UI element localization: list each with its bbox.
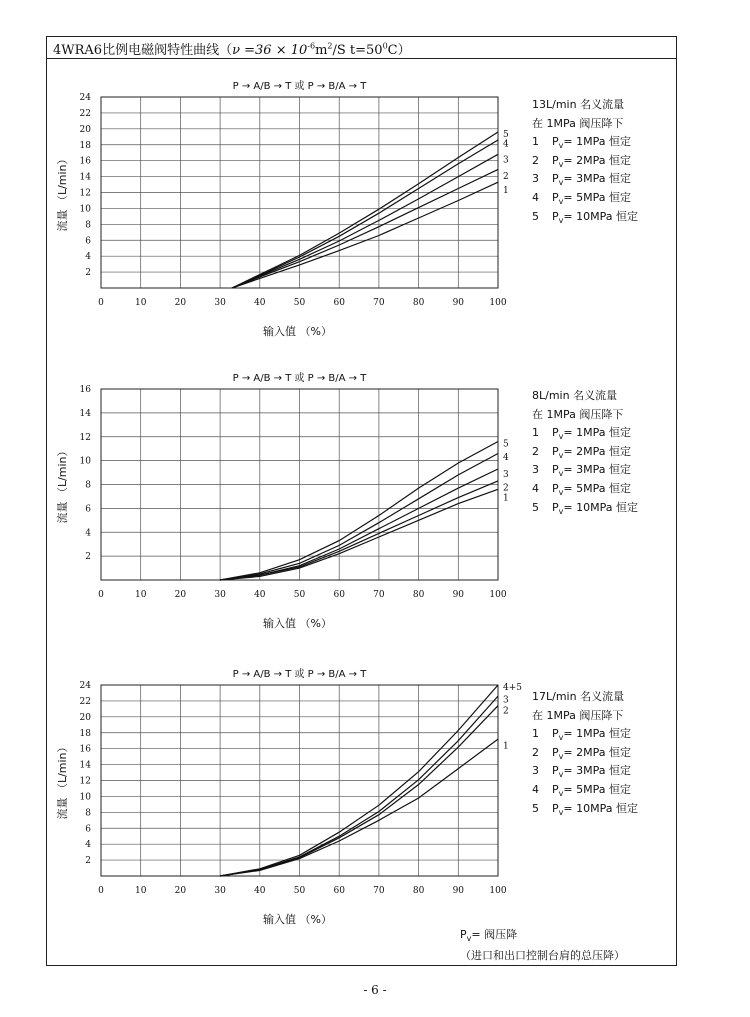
x-tick-label: 90 [452, 886, 465, 896]
chart-13lpm [0, 75, 520, 365]
x-tick-label: 20 [174, 590, 187, 600]
y-tick-label: 2 [85, 552, 91, 563]
y-tick-label: 6 [85, 504, 91, 515]
x-tick-label: 70 [373, 298, 385, 308]
y-tick-label: 22 [79, 696, 91, 707]
y-tick-label: 22 [79, 108, 91, 119]
x-tick-label: 50 [293, 886, 306, 896]
series-label-4+5: 4+5 [503, 683, 522, 693]
series-label-1: 1 [503, 493, 509, 504]
series-label-4: 4 [503, 452, 509, 463]
y-tick-label: 10 [79, 792, 91, 803]
x-tick-label: 80 [412, 886, 425, 896]
y-tick-label: 16 [79, 385, 91, 395]
legend-item: 1 $P_v= 1MPa$ 恒定 [532, 135, 631, 151]
y-tick-label: 4 [85, 840, 91, 851]
x-tick-label: 100 [489, 590, 507, 600]
y-tick-label: 18 [79, 140, 91, 151]
x-axis-label: 输入值 （%） [263, 325, 332, 338]
footnote [460, 926, 625, 964]
y-tick-label: 6 [85, 236, 91, 247]
legend-item: 5 $P_v= 10MPa$ 恒定 [532, 209, 638, 225]
series-label-2: 2 [503, 706, 509, 717]
page-number: - 6 - [363, 983, 387, 997]
legend-chart-13lpm [532, 96, 638, 226]
legend-item: 5 $P_v= 10MPa$ 恒定 [532, 500, 638, 516]
x-tick-label: 20 [174, 886, 187, 896]
series-label-1: 1 [503, 741, 509, 752]
y-tick-label: 10 [79, 456, 91, 467]
x-tick-label: 70 [373, 590, 385, 600]
series-label-3: 3 [503, 155, 509, 166]
legend-chart-17lpm [532, 688, 638, 818]
series-label-3: 3 [503, 695, 509, 706]
legend-item: 5 $P_v= 10MPa$ 恒定 [532, 801, 638, 817]
y-tick-label: 12 [79, 432, 91, 443]
legend-subtitle: 在 1MPa 阀压降下 [532, 407, 624, 421]
x-tick-label: 80 [412, 298, 425, 308]
chart-title: P → A/B → T 或 P → B/A → T [232, 669, 367, 680]
y-tick-label: 8 [85, 808, 91, 819]
series-label-1: 1 [503, 186, 509, 197]
y-tick-label: 16 [79, 744, 91, 755]
y-tick-label: 8 [85, 480, 91, 491]
y-tick-label: 6 [85, 824, 91, 835]
series-label-5: 5 [503, 439, 509, 450]
legend-subtitle: 在 1MPa 阀压降下 [532, 708, 624, 722]
series-label-4: 4 [503, 139, 509, 150]
legend-item: 4 $P_v= 5MPa$ 恒定 [532, 782, 631, 799]
legend-item: 3 $P_v= 3MPa$ 恒定 [532, 172, 631, 188]
y-tick-label: 14 [79, 760, 91, 771]
x-tick-label: 90 [452, 298, 465, 308]
x-tick-label: 60 [333, 590, 345, 600]
series-label-2: 2 [503, 171, 509, 182]
y-tick-label: 20 [79, 124, 91, 135]
x-tick-label: 100 [489, 886, 507, 896]
legend-subtitle: 在 1MPa 阀压降下 [532, 116, 624, 130]
legend-item: 4 $P_v= 5MPa$ 恒定 [532, 190, 631, 207]
x-tick-label: 40 [254, 886, 266, 896]
x-tick-label: 70 [373, 886, 385, 896]
x-tick-label: 30 [214, 590, 226, 600]
series-line-5 [220, 442, 498, 581]
x-tick-label: 10 [134, 886, 147, 896]
y-tick-label: 12 [79, 776, 91, 787]
legend-item: 2 $P_v= 2MPa$ 恒定 [532, 153, 631, 169]
x-tick-label: 30 [214, 298, 226, 308]
series-label-3: 3 [503, 469, 509, 480]
y-axis-label: 流量 （L/min） [56, 153, 69, 232]
y-tick-label: 16 [79, 156, 91, 167]
legend-item: 3 $P_v= 3MPa$ 恒定 [532, 463, 631, 479]
chart-title: P → A/B → T 或 P → B/A → T [232, 373, 367, 384]
chart-title: P → A/B → T 或 P → B/A → T [232, 81, 367, 92]
y-tick-label: 20 [79, 712, 91, 723]
page-title: 4WRA6比例电磁阀特性曲线（$\nu =36 \times 10^{-6}m^2/S$ $t=50^0C$） [53, 41, 411, 58]
x-tick-label: 0 [98, 886, 104, 896]
y-axis-label: 流量 （L/min） [56, 741, 69, 820]
legend-item: 2 $P_v= 2MPa$ 恒定 [532, 745, 631, 761]
x-tick-label: 60 [333, 886, 345, 896]
y-tick-label: 12 [79, 188, 91, 199]
y-tick-label: 4 [85, 252, 91, 263]
legend-title: 8L/min 名义流量 [532, 389, 618, 402]
series-label-5: 5 [503, 130, 509, 141]
x-tick-label: 50 [293, 590, 306, 600]
legend-title: 13L/min 名义流量 [532, 98, 625, 111]
x-tick-label: 60 [333, 298, 345, 308]
y-tick-label: 14 [79, 408, 91, 419]
y-tick-label: 4 [85, 528, 91, 539]
x-tick-label: 0 [98, 298, 104, 308]
footnote-line-1: $P_v=$ 阀压降 [460, 928, 518, 944]
legend-item: 4 $P_v= 5MPa$ 恒定 [532, 481, 631, 498]
y-tick-label: 24 [79, 93, 91, 103]
y-tick-label: 10 [79, 204, 91, 215]
legend-item: 3 $P_v= 3MPa$ 恒定 [532, 764, 631, 780]
legend-item: 1 $P_v= 1MPa$ 恒定 [532, 727, 631, 743]
x-tick-label: 30 [214, 886, 226, 896]
x-tick-label: 20 [174, 298, 187, 308]
x-axis-label: 输入值 （%） [263, 913, 332, 926]
x-tick-label: 100 [489, 298, 507, 308]
x-tick-label: 80 [412, 590, 425, 600]
chart-8lpm [0, 367, 520, 657]
legend-item: 2 $P_v= 2MPa$ 恒定 [532, 444, 631, 460]
y-tick-label: 14 [79, 172, 91, 183]
series-label-2: 2 [503, 483, 509, 494]
y-tick-label: 8 [85, 220, 91, 231]
series-line-3 [220, 469, 498, 580]
y-tick-label: 18 [79, 728, 91, 739]
x-axis-label: 输入值 （%） [263, 617, 332, 630]
x-tick-label: 40 [254, 298, 266, 308]
x-tick-label: 10 [134, 590, 147, 600]
series-line-2 [220, 706, 498, 876]
header-bar [47, 37, 676, 59]
legend-title: 17L/min 名义流量 [532, 690, 625, 703]
series-line-4 [220, 454, 498, 581]
series-line-3 [220, 696, 498, 876]
y-tick-label: 2 [85, 856, 91, 867]
x-tick-label: 10 [134, 298, 147, 308]
x-tick-label: 90 [452, 590, 465, 600]
x-tick-label: 40 [254, 590, 266, 600]
legend-chart-8lpm [532, 387, 638, 517]
x-tick-label: 0 [98, 590, 104, 600]
x-tick-label: 50 [293, 298, 306, 308]
y-axis-label: 流量 （L/min） [56, 445, 69, 524]
chart-17lpm [0, 663, 520, 953]
footnote-line-2: （进口和出口控制台肩的总压降） [460, 949, 625, 963]
legend-item: 1 $P_v= 1MPa$ 恒定 [532, 426, 631, 442]
y-tick-label: 24 [79, 681, 91, 691]
series-line-1 [220, 739, 498, 876]
y-tick-label: 2 [85, 268, 91, 279]
series-line-2 [220, 481, 498, 580]
